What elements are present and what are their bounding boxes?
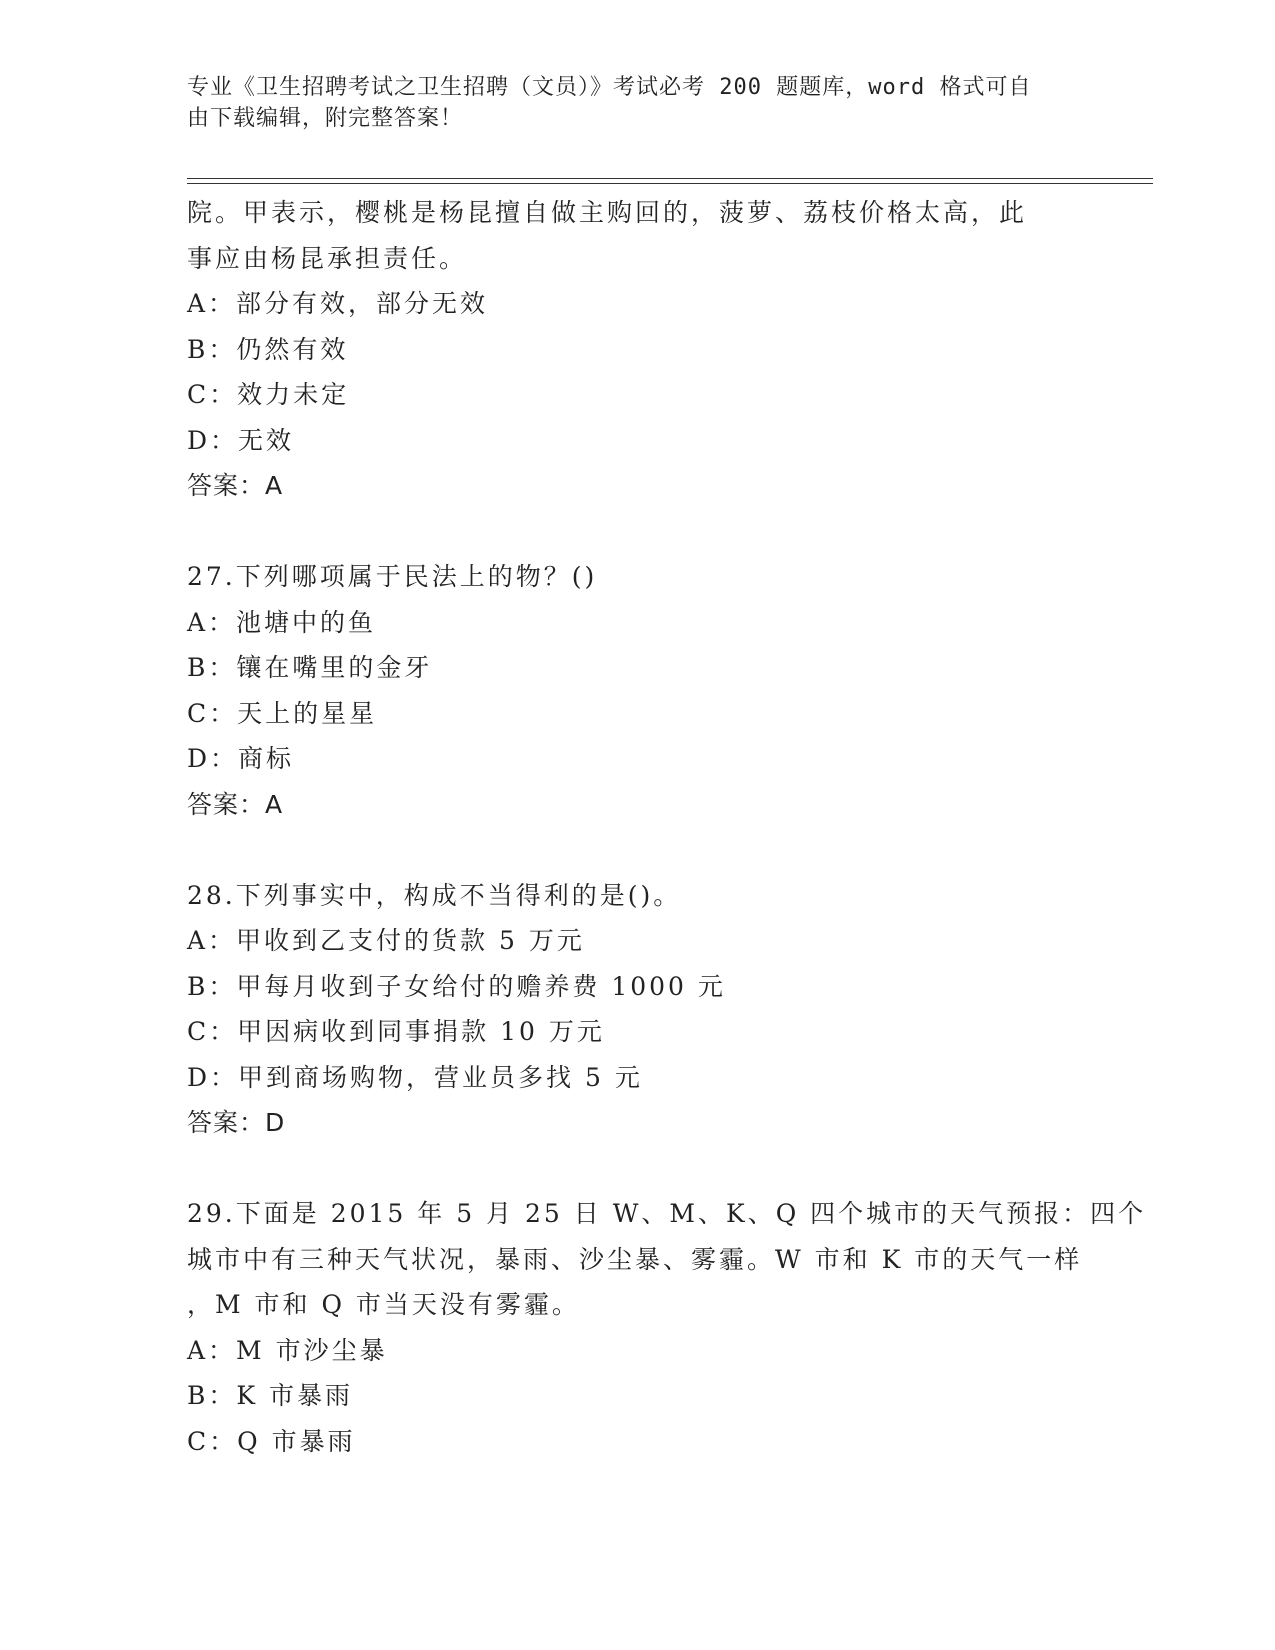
option-b: B：仍然有效 [187,334,349,364]
question-spacer [187,827,1087,873]
question-27 [187,554,1087,827]
continued-question [187,190,1087,509]
answer-line: 答案：D [187,1108,286,1137]
option-b: B：K 市暴雨 [187,1381,353,1410]
question-stem-line: 院。甲表示，樱桃是杨昆擅自做主购回的，菠萝、荔枝价格太高，此 [187,198,1028,227]
question-stem-line: ，M 市和 Q 市当天没有雾霾。 [187,1290,580,1319]
option-d: D：甲到商场购物，营业员多找 5 元 [187,1062,643,1092]
question-stem-line: 城市中有三种天气状况，暴雨、沙尘暴、雾霾。W 市和 K 市的天气一样 [187,1244,1083,1274]
option-b: B：甲每月收到子女给付的赡养费 1000 元 [187,971,726,1001]
question-29 [187,1191,1147,1464]
question-stem-line: 29.下面是 2015 年 5 月 25 日 W、M、K、Q 四个城市的天气预报：四个 [187,1199,1147,1228]
option-d: D：无效 [187,425,295,455]
option-c: C：Q 市暴雨 [187,1426,356,1456]
option-a: A：M 市沙尘暴 [187,1335,388,1365]
option-d: D：商标 [187,744,295,773]
document-header [187,72,1067,134]
question-spacer [187,1146,1087,1192]
question-spacer [187,509,1087,555]
answer-line: 答案：A [187,789,284,819]
header-divider-top [187,178,1153,179]
option-b: B：镶在嘴里的金牙 [187,653,433,682]
header-divider-bottom [187,183,1153,184]
option-a: A：部分有效，部分无效 [187,289,489,318]
answer-line: 答案：A [187,471,284,500]
header-line-2: 由下载编辑，附完整答案！ [187,106,464,131]
document-body [187,190,1147,1464]
option-c: C：甲因病收到同事捐款 10 万元 [187,1017,605,1046]
header-line-1: 专业《卫生招聘考试之卫生招聘（文员）》考试必考 200 题题库，word 格式可自 [187,75,1032,100]
question-stem-line: 27.下列哪项属于民法上的物？() [187,562,598,591]
question-28 [187,873,1087,1146]
option-c: C：天上的星星 [187,698,378,728]
question-stem-line: 事应由杨昆承担责任。 [187,243,468,273]
option-a: A：甲收到乙支付的货款 5 万元 [187,926,585,955]
option-c: C：效力未定 [187,380,350,409]
option-a: A：池塘中的鱼 [187,607,377,637]
question-stem-line: 28.下列事实中，构成不当得利的是()。 [187,880,682,910]
